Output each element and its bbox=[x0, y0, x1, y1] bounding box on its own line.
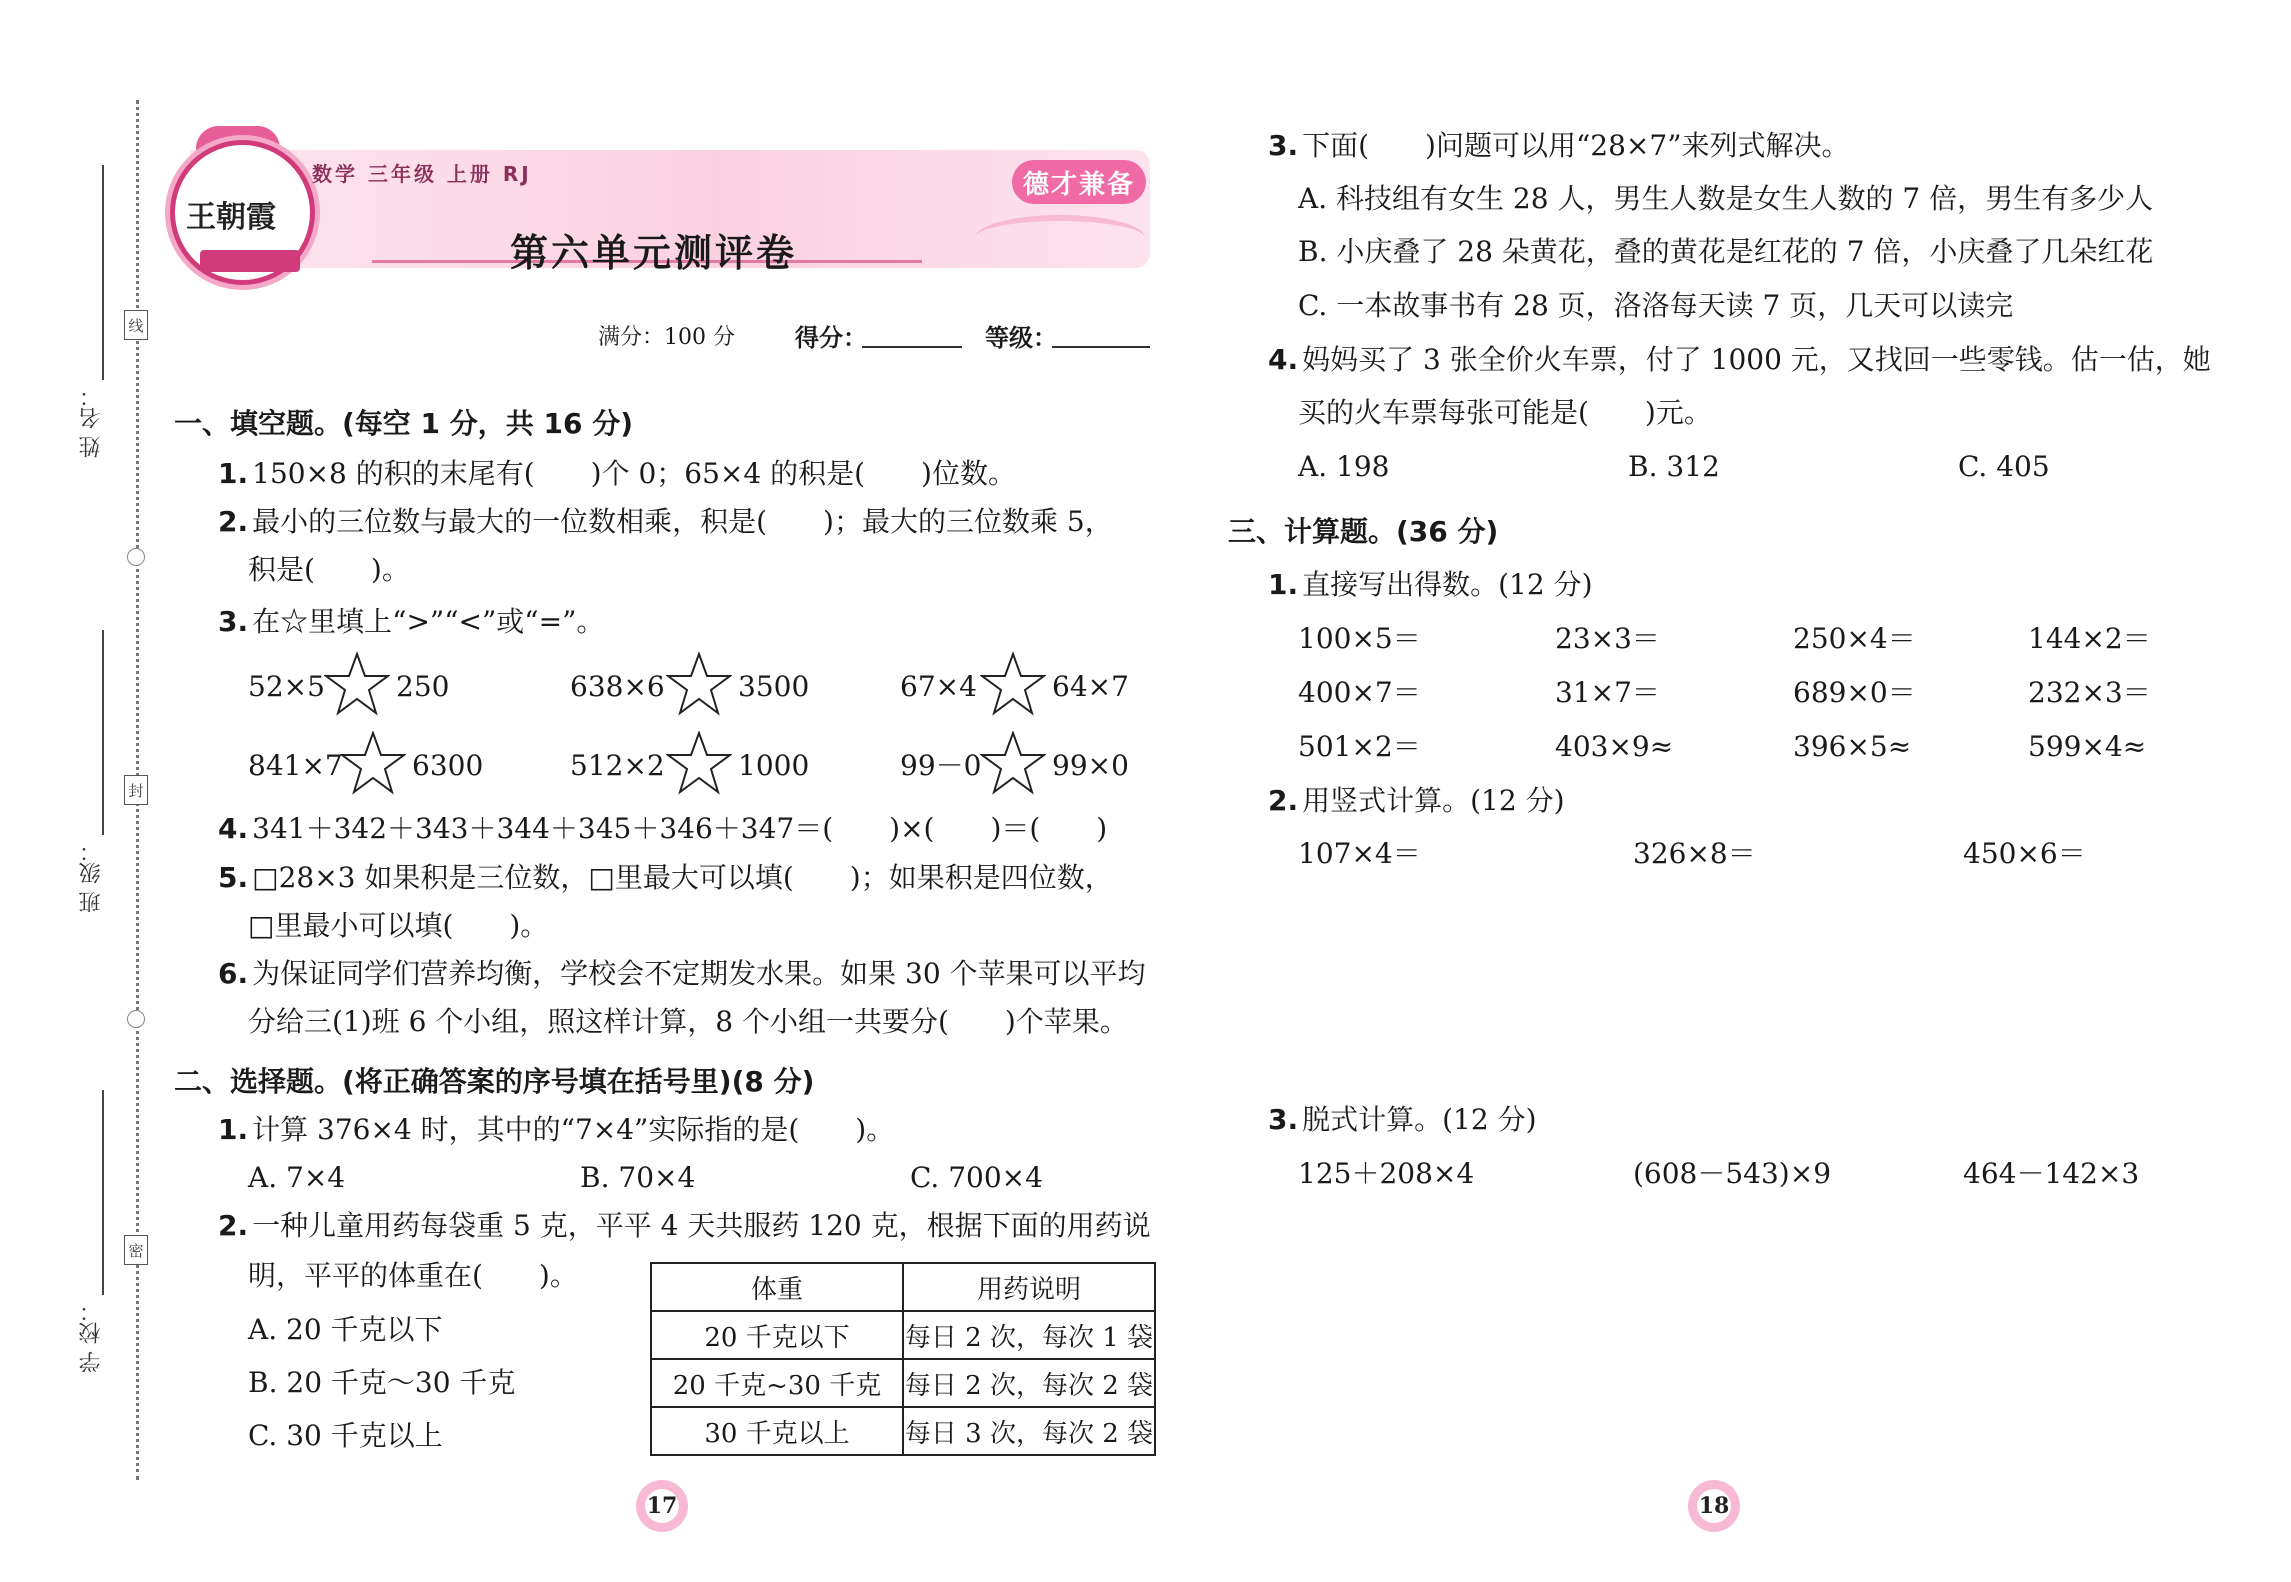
brand-logo-text: 王朝霞 bbox=[186, 200, 276, 235]
question-number: 4. bbox=[218, 812, 249, 845]
question-2-4 bbox=[1268, 343, 2211, 376]
step-calc-item: (608－543)×9 bbox=[1633, 1157, 1832, 1190]
table-row bbox=[651, 1311, 1155, 1359]
question-text: 为保证同学们营养均衡，学校会不定期发水果。如果 30 个苹果可以平均 bbox=[252, 957, 1146, 990]
school-label: 学 校： bbox=[79, 1300, 104, 1373]
question-text: 150×8 的积的末尾有( )个 0；65×4 的积是( )位数。 bbox=[252, 457, 1016, 490]
table-cell: 每日 2 次，每次 1 袋 bbox=[903, 1311, 1155, 1359]
header-cell-weight: 体重 bbox=[651, 1263, 903, 1311]
compare-left: 67×4 bbox=[900, 670, 977, 703]
option-a[interactable]: A. 科技组有女生 28 人，男生人数是女生人数的 7 倍，男生有多少人 bbox=[1298, 182, 2154, 215]
question-text: 直接写出得数。(12 分) bbox=[1302, 568, 1593, 601]
question-1-4 bbox=[218, 812, 1108, 845]
star-blank[interactable] bbox=[666, 731, 732, 795]
subject-line: 数学 三年级 上册 RJ bbox=[312, 162, 532, 186]
question-1-2 bbox=[218, 505, 1113, 538]
calc-item: 400×7＝ bbox=[1298, 676, 1421, 709]
grade-label: 等级： bbox=[985, 324, 1057, 352]
question-1-3 bbox=[218, 605, 605, 638]
question-text: 妈妈买了 3 张全价火车票，付了 1000 元，又找回一些零钱。估一估，她 bbox=[1302, 343, 2211, 376]
question-number: 3. bbox=[1268, 129, 1299, 162]
compare-right: 99×0 bbox=[1052, 749, 1129, 782]
compare-left: 841×7 bbox=[248, 749, 343, 782]
school-blank[interactable] bbox=[102, 1090, 104, 1295]
calc-item: 144×2＝ bbox=[2028, 622, 2151, 655]
score-blank[interactable] bbox=[862, 346, 962, 348]
question-number: 1. bbox=[218, 1113, 249, 1146]
question-2-4-cont: 买的火车票每张可能是( )元。 bbox=[1298, 396, 1712, 429]
question-number: 2. bbox=[218, 505, 249, 538]
question-number: 5. bbox=[218, 861, 249, 894]
table-cell: 每日 2 次，每次 2 袋 bbox=[903, 1359, 1155, 1407]
calc-item: 403×9≈ bbox=[1555, 730, 1674, 763]
option-a[interactable]: A. 20 千克以下 bbox=[248, 1313, 443, 1346]
compare-left: 99－0 bbox=[900, 749, 982, 782]
compare-left: 638×6 bbox=[570, 670, 665, 703]
calc-item: 31×7＝ bbox=[1555, 676, 1660, 709]
question-2-1 bbox=[218, 1113, 895, 1146]
section-heading-choice: 二、选择题。(将正确答案的序号填在括号里)(8 分) bbox=[174, 1065, 815, 1098]
calc-item: 689×0＝ bbox=[1793, 676, 1916, 709]
table-cell: 20 千克~30 千克 bbox=[651, 1359, 903, 1407]
star-blank[interactable] bbox=[980, 652, 1046, 716]
calc-item: 599×4≈ bbox=[2028, 730, 2147, 763]
step-calc-item: 125＋208×4 bbox=[1298, 1157, 1475, 1190]
grade-blank[interactable] bbox=[1052, 346, 1150, 348]
star-blank[interactable] bbox=[980, 731, 1046, 795]
option-b[interactable]: B. 70×4 bbox=[580, 1161, 696, 1194]
question-number: 2. bbox=[218, 1209, 249, 1242]
question-2-2 bbox=[218, 1209, 1151, 1242]
full-score: 满分：100 分 bbox=[598, 325, 735, 350]
compare-right: 3500 bbox=[738, 670, 810, 703]
question-2-3 bbox=[1268, 129, 1850, 162]
question-text: 下面( )问题可以用“28×7”来列式解决。 bbox=[1302, 129, 1850, 162]
class-blank[interactable] bbox=[102, 630, 104, 835]
calc-item: 250×4＝ bbox=[1793, 622, 1916, 655]
question-number: 3. bbox=[218, 605, 249, 638]
option-b[interactable]: B. 312 bbox=[1628, 450, 1720, 483]
calc-item: 100×5＝ bbox=[1298, 622, 1421, 655]
table-cell: 20 千克以下 bbox=[651, 1311, 903, 1359]
cut-mark-seal: 封 bbox=[124, 775, 148, 805]
page-number-left: 17 bbox=[636, 1480, 688, 1532]
table-cell: 每日 3 次，每次 2 袋 bbox=[903, 1407, 1155, 1455]
compare-right: 64×7 bbox=[1052, 670, 1129, 703]
star-blank[interactable] bbox=[666, 652, 732, 716]
star-blank[interactable] bbox=[324, 652, 390, 716]
question-number: 2. bbox=[1268, 784, 1299, 817]
question-number: 4. bbox=[1268, 343, 1299, 376]
table-header-row bbox=[651, 1263, 1155, 1311]
vertical-calc-item: 107×4＝ bbox=[1298, 837, 1421, 870]
name-label: 姓 名： bbox=[79, 385, 104, 458]
dosage-table bbox=[650, 1262, 1156, 1456]
calc-item: 396×5≈ bbox=[1793, 730, 1912, 763]
option-c[interactable]: C. 30 千克以上 bbox=[248, 1419, 443, 1452]
decorative-swirl bbox=[975, 215, 1145, 261]
question-number: 1. bbox=[1268, 568, 1299, 601]
question-1-5-cont: □里最小可以填( )。 bbox=[248, 909, 549, 942]
calc-part-1 bbox=[1268, 568, 1593, 601]
question-number: 6. bbox=[218, 957, 249, 990]
table-row bbox=[651, 1407, 1155, 1455]
question-number: 1. bbox=[218, 457, 249, 490]
compare-left: 512×2 bbox=[570, 749, 665, 782]
question-text: 计算 376×4 时，其中的“7×4”实际指的是( )。 bbox=[252, 1113, 895, 1146]
question-text: 341＋342＋343＋344＋345＋346＋347＝( )×( )＝( ) bbox=[252, 812, 1108, 845]
vertical-calc-item: 450×6＝ bbox=[1963, 837, 2086, 870]
question-number: 3. bbox=[1268, 1103, 1299, 1136]
vertical-calc-item: 326×8＝ bbox=[1633, 837, 1756, 870]
question-text: 用竖式计算。(12 分) bbox=[1302, 784, 1565, 817]
question-1-6 bbox=[218, 957, 1146, 990]
option-b[interactable]: B. 20 千克～30 千克 bbox=[248, 1366, 516, 1399]
question-1-2-cont: 积是( )。 bbox=[248, 553, 410, 586]
section-heading-fill-blank: 一、填空题。(每空 1 分，共 16 分) bbox=[174, 407, 634, 440]
question-text: 一种儿童用药每袋重 5 克，平平 4 天共服药 120 克，根据下面的用药说 bbox=[252, 1209, 1151, 1242]
motto-badge: 德才兼备 bbox=[1012, 160, 1146, 204]
logo-ribbon bbox=[200, 250, 300, 272]
question-text: □28×3 如果积是三位数，□里最大可以填( )；如果积是四位数， bbox=[252, 861, 1113, 894]
question-1-5 bbox=[218, 861, 1113, 894]
compare-left: 52×5 bbox=[248, 670, 325, 703]
compare-right: 6300 bbox=[412, 749, 484, 782]
section-heading-calc: 三、计算题。(36 分) bbox=[1228, 515, 1499, 548]
header-cell-usage: 用药说明 bbox=[903, 1263, 1155, 1311]
calc-item: 232×3＝ bbox=[2028, 676, 2151, 709]
question-text: 脱式计算。(12 分) bbox=[1302, 1103, 1537, 1136]
compare-right: 1000 bbox=[738, 749, 810, 782]
binding-hole bbox=[127, 1010, 145, 1028]
page-number-right: 18 bbox=[1688, 1480, 1740, 1532]
page-title: 第六单元测评卷 bbox=[510, 231, 798, 275]
cut-mark-line: 线 bbox=[124, 310, 148, 340]
question-2-2-cont: 明，平平的体重在( )。 bbox=[248, 1259, 578, 1292]
calc-item: 23×3＝ bbox=[1555, 622, 1660, 655]
question-1-1 bbox=[218, 457, 1016, 490]
table-row bbox=[651, 1359, 1155, 1407]
calc-part-3 bbox=[1268, 1103, 1537, 1136]
question-text: 最小的三位数与最大的一位数相乘，积是( )；最大的三位数乘 5， bbox=[252, 505, 1113, 538]
option-c[interactable]: C. 405 bbox=[1958, 450, 2050, 483]
compare-right: 250 bbox=[396, 670, 450, 703]
calc-part-2 bbox=[1268, 784, 1565, 817]
table-cell: 30 千克以上 bbox=[651, 1407, 903, 1455]
option-b[interactable]: B. 小庆叠了 28 朵黄花，叠的黄花是红花的 7 倍，小庆叠了几朵红花 bbox=[1298, 235, 2154, 268]
star-blank[interactable] bbox=[340, 731, 406, 795]
class-label: 班 级： bbox=[79, 840, 104, 913]
name-blank[interactable] bbox=[102, 165, 104, 380]
option-a[interactable]: A. 198 bbox=[1298, 450, 1390, 483]
score-label: 得分： bbox=[795, 324, 867, 352]
option-c[interactable]: C. 一本故事书有 28 页，洛洛每天读 7 页，几天可以读完 bbox=[1298, 289, 2014, 322]
question-text: 在☆里填上“>”“<”或“=”。 bbox=[252, 605, 605, 638]
step-calc-item: 464－142×3 bbox=[1963, 1157, 2140, 1190]
binding-hole bbox=[127, 548, 145, 566]
option-a[interactable]: A. 7×4 bbox=[248, 1161, 346, 1194]
cut-mark-secret: 密 bbox=[124, 1235, 148, 1265]
option-c[interactable]: C. 700×4 bbox=[910, 1161, 1043, 1194]
calc-item: 501×2＝ bbox=[1298, 730, 1421, 763]
question-1-6-cont: 分给三(1)班 6 个小组，照这样计算，8 个小组一共要分( )个苹果。 bbox=[248, 1005, 1128, 1038]
